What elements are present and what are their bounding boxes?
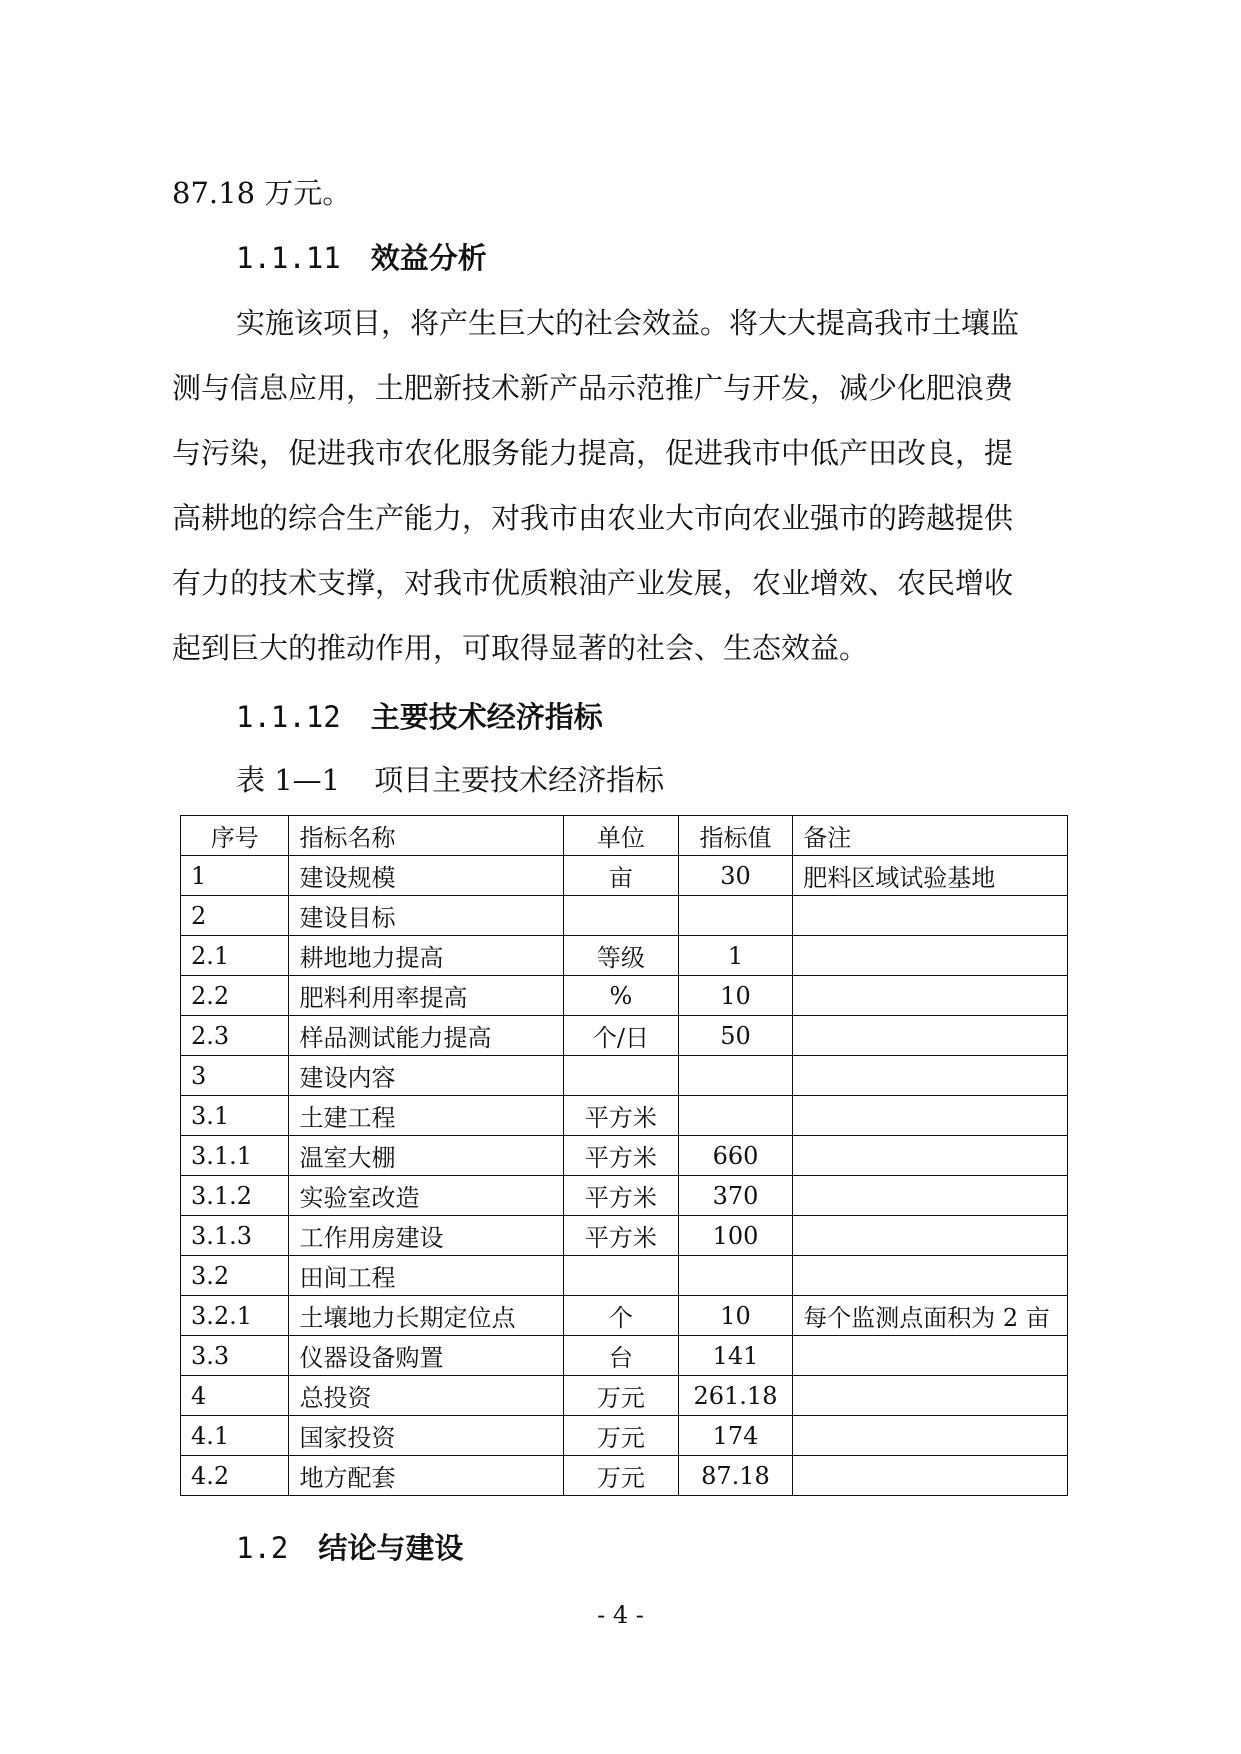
cell-note	[793, 1376, 1068, 1416]
paragraph-line: 高耕地的综合生产能力，对我市由农业大市向农业强市的跨越提供	[172, 501, 1014, 535]
cell-no: 1	[181, 856, 289, 896]
header-unit: 单位	[564, 816, 679, 856]
section-number: 1.1.12	[236, 700, 341, 734]
cell-note	[793, 1136, 1068, 1176]
indicator-table	[180, 815, 1068, 1496]
cell-unit: 个/日	[564, 1016, 679, 1056]
cell-note	[793, 1056, 1068, 1096]
cell-name: 地方配套	[289, 1456, 564, 1496]
cell-unit: 亩	[564, 856, 679, 896]
cell-no: 2.2	[181, 976, 289, 1016]
cell-value: 370	[678, 1176, 793, 1216]
table-row	[181, 1216, 1068, 1256]
table-row	[181, 1176, 1068, 1216]
table-row	[181, 1296, 1068, 1336]
cell-no: 4	[181, 1376, 289, 1416]
table-row	[181, 1376, 1068, 1416]
section-title: 结论与建设	[318, 1531, 464, 1565]
cell-name: 耕地地力提高	[289, 936, 564, 976]
cell-name: 温室大棚	[289, 1136, 564, 1176]
section-title: 效益分析	[370, 241, 487, 275]
cell-no: 2.3	[181, 1016, 289, 1056]
table-row	[181, 1456, 1068, 1496]
cell-value: 87.18	[678, 1456, 793, 1496]
cell-no: 3.3	[181, 1336, 289, 1376]
cell-note	[793, 1456, 1068, 1496]
section-heading-1-1-11	[236, 238, 487, 278]
section-heading-1-2	[236, 1528, 463, 1568]
cell-unit: 平方米	[564, 1096, 679, 1136]
cell-unit: 万元	[564, 1456, 679, 1496]
cell-value	[678, 896, 793, 936]
cell-note	[793, 1256, 1068, 1296]
cell-no: 3.2.1	[181, 1296, 289, 1336]
benefit-paragraph	[172, 291, 1072, 681]
cell-unit: 等级	[564, 936, 679, 976]
cell-name: 实验室改造	[289, 1176, 564, 1216]
paragraph-line: 有力的技术支撑，对我市优质粮油产业发展，农业增效、农民增收	[172, 566, 1014, 600]
section-number: 1.1.11	[236, 241, 341, 275]
cell-name: 样品测试能力提高	[289, 1016, 564, 1056]
cell-value	[678, 1096, 793, 1136]
cell-value: 261.18	[678, 1376, 793, 1416]
cell-unit	[564, 896, 679, 936]
cell-unit	[564, 1056, 679, 1096]
cell-note	[793, 1016, 1068, 1056]
cell-value: 100	[678, 1216, 793, 1256]
cell-note	[793, 936, 1068, 976]
cell-value: 10	[678, 1296, 793, 1336]
cell-value: 10	[678, 976, 793, 1016]
cell-no: 3.1.1	[181, 1136, 289, 1176]
table-row	[181, 1136, 1068, 1176]
header-no: 序号	[181, 816, 289, 856]
cell-no: 2.1	[181, 936, 289, 976]
cell-name: 仪器设备购置	[289, 1336, 564, 1376]
cell-name: 建设内容	[289, 1056, 564, 1096]
table-row	[181, 1416, 1068, 1456]
cell-name: 田间工程	[289, 1256, 564, 1296]
cell-note	[793, 896, 1068, 936]
cell-name: 肥料利用率提高	[289, 976, 564, 1016]
cell-value: 174	[678, 1416, 793, 1456]
page-number: - 4 -	[597, 1601, 644, 1629]
cell-note	[793, 1416, 1068, 1456]
table-row	[181, 1256, 1068, 1296]
table-body	[181, 856, 1068, 1496]
cell-value: 141	[678, 1336, 793, 1376]
cell-note	[793, 1096, 1068, 1136]
cell-value	[678, 1256, 793, 1296]
cell-note	[793, 1176, 1068, 1216]
cell-no: 4.1	[181, 1416, 289, 1456]
cell-unit: 平方米	[564, 1216, 679, 1256]
cell-value	[678, 1056, 793, 1096]
cell-note	[793, 976, 1068, 1016]
cell-name: 建设目标	[289, 896, 564, 936]
cell-value: 50	[678, 1016, 793, 1056]
cell-unit: 平方米	[564, 1136, 679, 1176]
table-row	[181, 896, 1068, 936]
cell-unit: 万元	[564, 1416, 679, 1456]
table-row	[181, 936, 1068, 976]
cell-value: 660	[678, 1136, 793, 1176]
cell-note: 每个监测点面积为 2 亩	[793, 1296, 1068, 1336]
table-row	[181, 1096, 1068, 1136]
cell-unit: 个	[564, 1296, 679, 1336]
cell-note	[793, 1216, 1068, 1256]
cell-name: 土壤地力长期定位点	[289, 1296, 564, 1336]
cell-no: 3.1.3	[181, 1216, 289, 1256]
table-row	[181, 1016, 1068, 1056]
cell-no: 4.2	[181, 1456, 289, 1496]
header-name: 指标名称	[289, 816, 564, 856]
table-title: 项目主要技术经济指标	[374, 763, 665, 797]
cell-no: 3.2	[181, 1256, 289, 1296]
paragraph-line: 起到巨大的推动作用，可取得显著的社会、生态效益。	[172, 631, 869, 665]
cell-unit: 万元	[564, 1376, 679, 1416]
table-number: 表 1—1	[236, 763, 341, 797]
cell-no: 3.1.2	[181, 1176, 289, 1216]
continued-text: 87.18 万元。	[172, 176, 352, 210]
table-row	[181, 856, 1068, 896]
cell-name: 工作用房建设	[289, 1216, 564, 1256]
cell-value: 30	[678, 856, 793, 896]
cell-name: 建设规模	[289, 856, 564, 896]
paragraph-line: 与污染，促进我市农化服务能力提高，促进我市中低产田改良，提	[172, 436, 1014, 470]
table-header-row	[181, 816, 1068, 856]
table-row	[181, 976, 1068, 1016]
section-heading-1-1-12	[236, 697, 603, 737]
table-row	[181, 1056, 1068, 1096]
table-row	[181, 1336, 1068, 1376]
table-caption	[236, 760, 664, 800]
cell-unit: %	[564, 976, 679, 1016]
header-note: 备注	[793, 816, 1068, 856]
cell-no: 3	[181, 1056, 289, 1096]
cell-unit: 平方米	[564, 1176, 679, 1216]
cell-name: 国家投资	[289, 1416, 564, 1456]
cell-note	[793, 1336, 1068, 1376]
cell-name: 总投资	[289, 1376, 564, 1416]
cell-note: 肥料区域试验基地	[793, 856, 1068, 896]
cell-no: 2	[181, 896, 289, 936]
cell-unit: 台	[564, 1336, 679, 1376]
section-number: 1.2	[236, 1531, 289, 1565]
paragraph-line: 测与信息应用，土肥新技术新产品示范推广与开发，减少化肥浪费	[172, 371, 1014, 405]
header-value: 指标值	[678, 816, 793, 856]
paragraph-line: 实施该项目，将产生巨大的社会效益。将大大提高我市土壤监	[236, 306, 1020, 340]
section-title: 主要技术经济指标	[370, 700, 603, 734]
cell-unit	[564, 1256, 679, 1296]
cell-no: 3.1	[181, 1096, 289, 1136]
cell-value: 1	[678, 936, 793, 976]
cell-name: 土建工程	[289, 1096, 564, 1136]
